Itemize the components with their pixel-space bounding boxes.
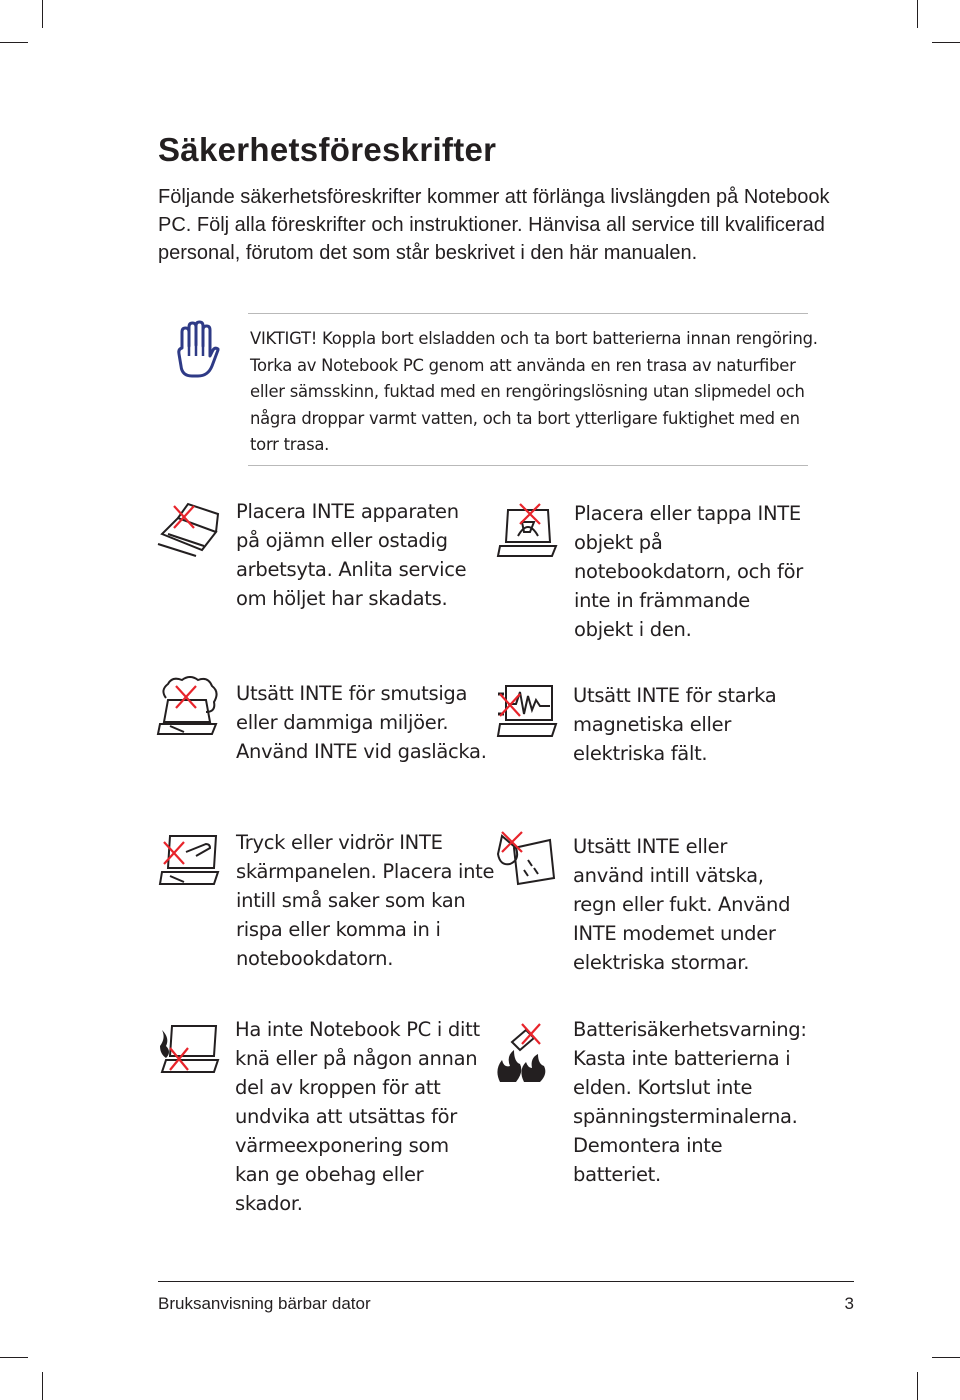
page-number: 3 xyxy=(844,1294,854,1313)
footer-rule xyxy=(158,1281,854,1282)
note-bottom-rule xyxy=(248,465,808,466)
page-title: Säkerhetsföreskrifter xyxy=(158,131,497,168)
uneven-surface-icon xyxy=(156,498,222,558)
crop-mark xyxy=(42,1372,43,1400)
crop-mark xyxy=(917,1372,918,1400)
crop-mark xyxy=(932,1357,960,1358)
warning-text: Batterisäkerhetsvarning: Kasta inte batterierna i elden. Kortslut inte spänningsterminalerna. Demontera inte batteriet. xyxy=(573,1018,807,1186)
battery-fire-icon xyxy=(494,1020,560,1086)
crop-mark xyxy=(42,0,43,28)
crop-mark xyxy=(0,42,28,43)
warning-text: Ha inte Notebook PC i ditt knä eller på någon annan del av kroppen för att undvika att utsättas för värmeexponering som kan ge obehag eller skador. xyxy=(235,1018,480,1215)
heat-lap-icon xyxy=(156,1022,222,1078)
warning-text: Utsätt INTE för smutsiga eller dammiga miljöer. Använd INTE vid gasläcka. xyxy=(236,682,487,763)
warning-text: Tryck eller vidrör INTE skärmpanelen. Placera inte intill små saker som kan rispa eller komma in i notebookdatorn. xyxy=(236,831,495,970)
warning-text: Utsätt INTE eller använd intill vätska, regn eller fukt. Använd INTE modemet under elektriska stormar. xyxy=(573,835,791,974)
heavy-object-icon xyxy=(494,502,560,562)
dust-icon xyxy=(156,676,222,738)
crop-mark xyxy=(917,0,918,28)
important-note: VIKTIGT! Koppla bort elsladden och ta bort batterierna innan rengöring. Torka av Notebook PC genom att använda en ren trasa av naturﬁber eller sämsskinn, fuktad med en rengöringslösning utan slipmedel och några droppar varmt vatten, och ta bort ytterligare fuktighet med en torr trasa. xyxy=(250,329,818,454)
crop-mark xyxy=(932,42,960,43)
intro-paragraph: Följande säkerhetsföreskrifter kommer att förlänga livslängden på Notebook PC. Följ alla föreskrifter och instruktioner. Hänvisa all service till kvaliﬁcerad personal, förutom det som står beskrivet i den här manualen. xyxy=(158,186,830,264)
footer-manual-title: Bruksanvisning bärbar dator xyxy=(158,1294,371,1313)
warning-text: Utsätt INTE för starka magnetiska eller elektriska fält. xyxy=(573,684,777,765)
magnetic-field-icon xyxy=(494,680,560,740)
liquid-icon xyxy=(494,830,560,892)
raised-hand-icon xyxy=(172,320,220,380)
touch-screen-icon xyxy=(156,830,222,890)
warning-text: Placera INTE apparaten på ojämn eller ostadig arbetsyta. Anlita service om höljet har skadats. xyxy=(236,500,467,610)
crop-mark xyxy=(0,1357,28,1358)
note-top-rule xyxy=(248,313,808,314)
warning-text: Placera eller tappa INTE objekt på notebookdatorn, och för inte in främmande objekt i den. xyxy=(574,502,803,641)
